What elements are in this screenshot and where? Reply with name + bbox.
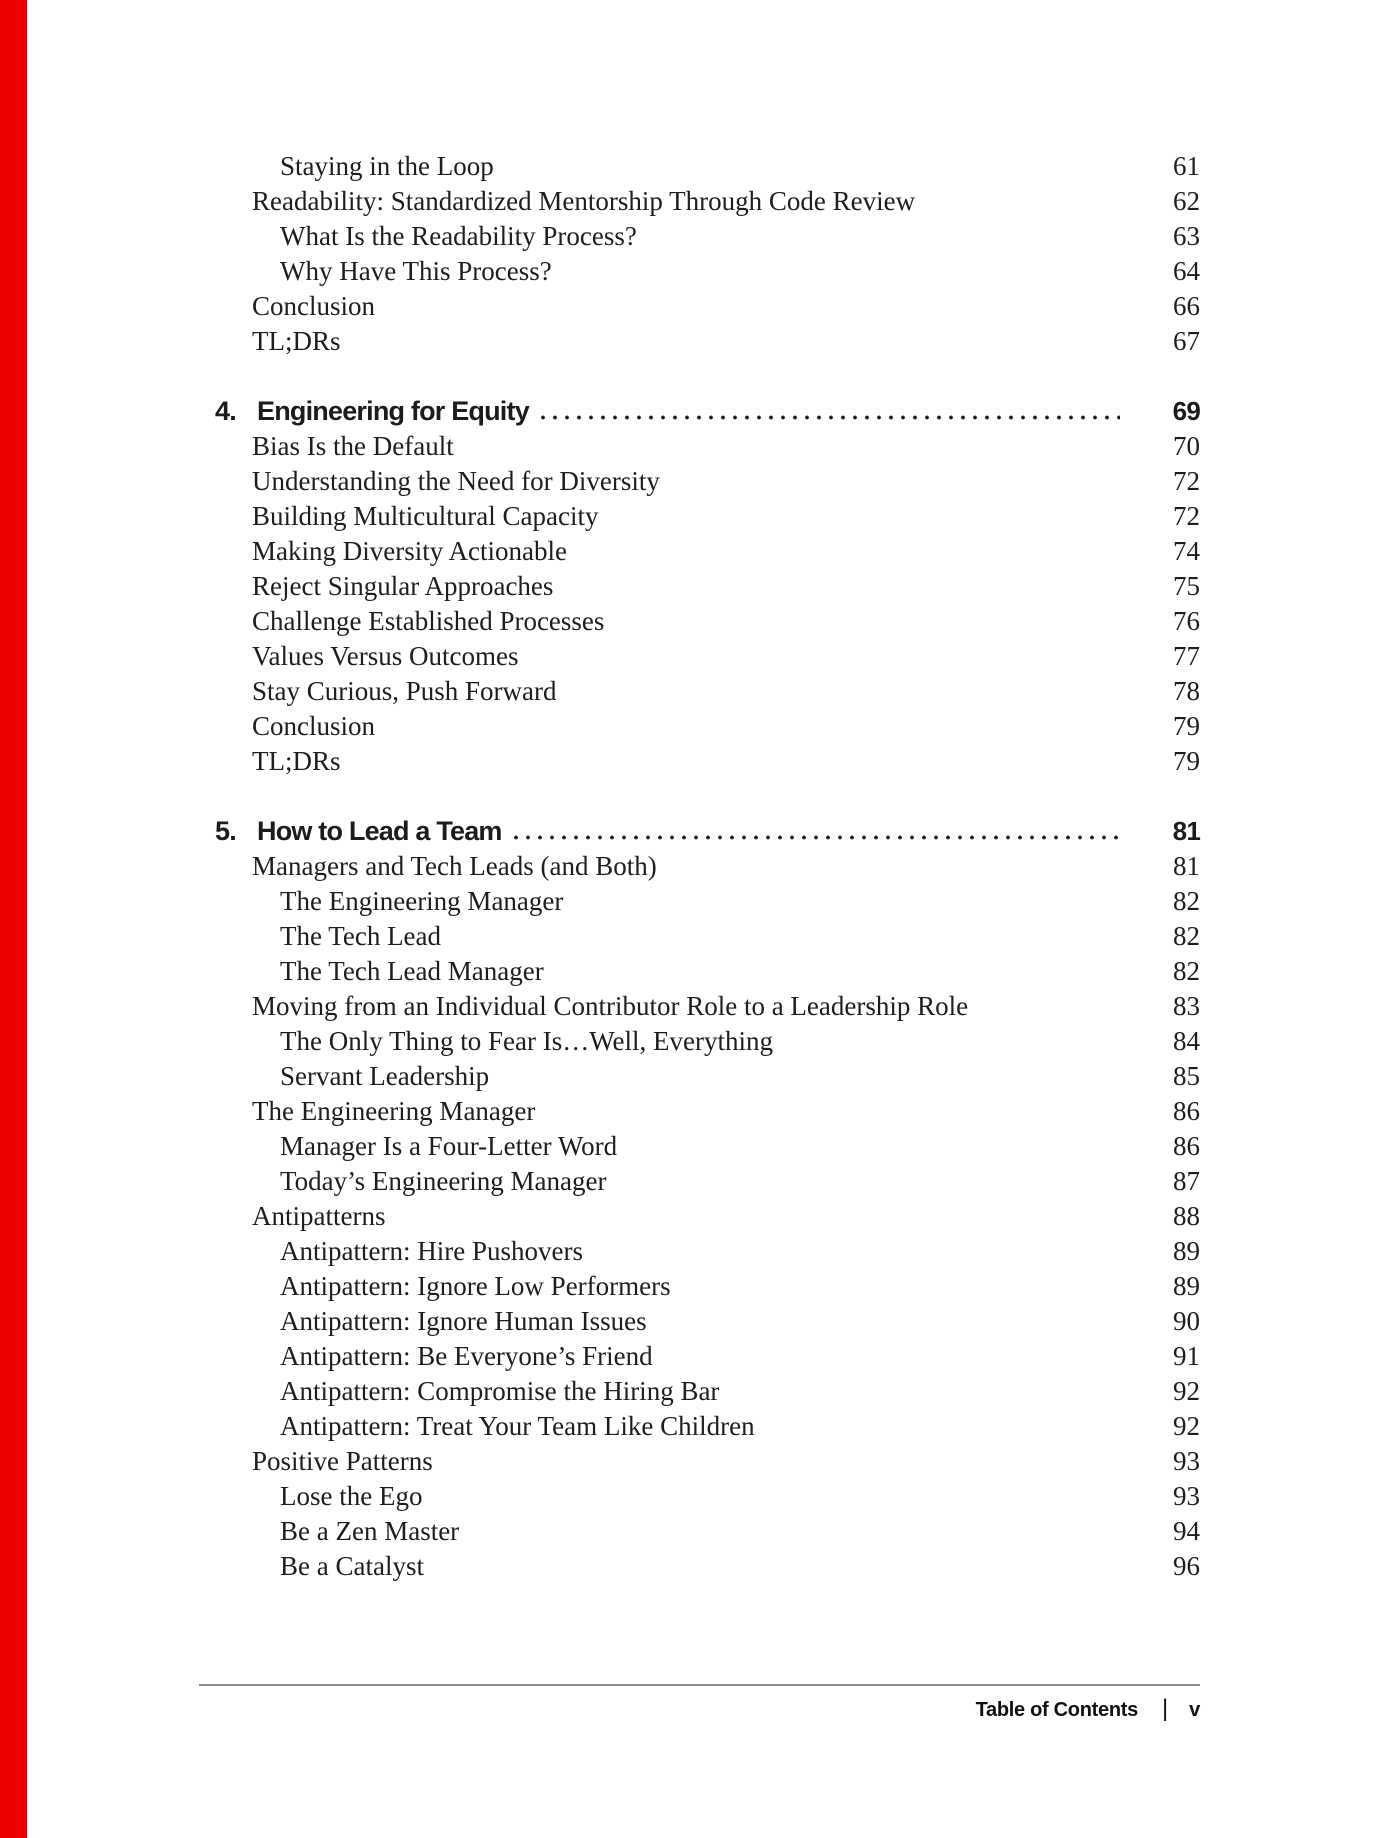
- toc-entry-row[interactable]: [0, 674, 1400, 709]
- chapter-number: 4.: [215, 396, 236, 426]
- toc-entry-title: Antipattern: Ignore Human Issues: [280, 1306, 647, 1336]
- toc-entry-title: Building Multicultural Capacity: [252, 501, 599, 531]
- footer: [0, 1694, 1200, 1726]
- toc-entry-title: Antipattern: Compromise the Hiring Bar: [280, 1376, 720, 1406]
- toc-entry-page: 77: [1173, 641, 1200, 671]
- toc-entry-page: 82: [1173, 886, 1200, 916]
- toc-entry-row[interactable]: [0, 604, 1400, 639]
- toc-entry-title: Antipattern: Hire Pushovers: [280, 1236, 583, 1266]
- toc-entry-title: Moving from an Individual Contributor Role to a Leadership Role: [252, 991, 969, 1021]
- toc-entry-page: 66: [1173, 291, 1200, 321]
- toc-entry-page: 94: [1173, 1516, 1200, 1546]
- toc-entry-page: 63: [1173, 221, 1200, 251]
- section-gap: [0, 359, 1400, 394]
- toc-entry-title: Antipattern: Ignore Low Performers: [280, 1271, 671, 1301]
- chapter-heading-row[interactable]: [0, 394, 1400, 429]
- toc-entry-row[interactable]: [0, 1164, 1400, 1199]
- toc-entry-row[interactable]: [0, 1444, 1400, 1479]
- section-gap: [0, 779, 1400, 814]
- toc-entry-page: 74: [1173, 536, 1200, 566]
- toc-entry-title: Why Have This Process?: [280, 256, 552, 286]
- toc-entry-row[interactable]: [0, 744, 1400, 779]
- toc-entry-title: Positive Patterns: [252, 1446, 433, 1476]
- toc-entry-row[interactable]: [0, 849, 1400, 884]
- toc-entry-row[interactable]: [0, 1059, 1400, 1094]
- dot-leader: [537, 394, 1120, 429]
- toc-entry-title: Stay Curious, Push Forward: [252, 676, 557, 706]
- toc-entry-row[interactable]: [0, 989, 1400, 1024]
- toc-entry-page: 81: [1173, 851, 1200, 881]
- toc-entry-row[interactable]: [0, 1409, 1400, 1444]
- toc-entry-row[interactable]: [0, 1199, 1400, 1234]
- toc-entry-title: What Is the Readability Process?: [280, 221, 637, 251]
- toc-entry-title: Antipattern: Treat Your Team Like Children: [280, 1411, 755, 1441]
- toc-entry-row[interactable]: [0, 1129, 1400, 1164]
- toc-entry-page: 87: [1173, 1166, 1200, 1196]
- toc-entry-page: 75: [1173, 571, 1200, 601]
- toc-entry-page: 83: [1173, 991, 1200, 1021]
- toc-entry-title: Be a Zen Master: [280, 1516, 460, 1546]
- chapter-page-number: 69: [1172, 396, 1200, 426]
- toc-entry-title: TL;DRs: [252, 746, 341, 776]
- toc-entry-row[interactable]: [0, 884, 1400, 919]
- chapter-heading-row[interactable]: [0, 814, 1400, 849]
- toc-entry-page: 62: [1173, 186, 1200, 216]
- toc-entry-row[interactable]: [0, 254, 1400, 289]
- toc-entry-page: 91: [1173, 1341, 1200, 1371]
- toc-entry-page: 67: [1173, 326, 1200, 356]
- toc-entry-title: Be a Catalyst: [280, 1551, 424, 1581]
- toc-entry-page: 92: [1173, 1376, 1200, 1406]
- toc-entry-title: Manager Is a Four-Letter Word: [280, 1131, 618, 1161]
- toc-entry-row[interactable]: [0, 1549, 1400, 1584]
- toc-entry-page: 72: [1173, 501, 1200, 531]
- toc-entry-row[interactable]: [0, 569, 1400, 604]
- toc-entry-row[interactable]: [0, 709, 1400, 744]
- toc-entry-title: The Tech Lead: [280, 921, 442, 951]
- toc-entry-row[interactable]: [0, 1514, 1400, 1549]
- toc-entry-title: The Only Thing to Fear Is…Well, Everything: [280, 1026, 773, 1056]
- toc-entry-page: 72: [1173, 466, 1200, 496]
- toc-entry-page: 89: [1173, 1271, 1200, 1301]
- toc-entry-row[interactable]: [0, 639, 1400, 674]
- toc-entry-page: 70: [1173, 431, 1200, 461]
- toc-entry-row[interactable]: [0, 429, 1400, 464]
- toc-entry-title: The Engineering Manager: [280, 886, 564, 916]
- toc-entry-page: 76: [1173, 606, 1200, 636]
- toc-entry-row[interactable]: [0, 324, 1400, 359]
- toc-entry-title: Conclusion: [252, 711, 376, 741]
- toc-entry-row[interactable]: [0, 499, 1400, 534]
- toc-entry-page: 86: [1173, 1096, 1200, 1126]
- toc-entry-title: Challenge Established Processes: [252, 606, 605, 636]
- toc-entry-page: 86: [1173, 1131, 1200, 1161]
- toc-entry-page: 93: [1173, 1446, 1200, 1476]
- toc-entry-page: 89: [1173, 1236, 1200, 1266]
- toc-entry-page: 93: [1173, 1481, 1200, 1511]
- chapter-number: 5.: [215, 816, 236, 846]
- toc-entry-row[interactable]: [0, 1479, 1400, 1514]
- toc-entry-page: 79: [1173, 711, 1200, 741]
- toc-entry-row[interactable]: [0, 1234, 1400, 1269]
- toc-entry-page: 82: [1173, 921, 1200, 951]
- toc-entry-title: Lose the Ego: [280, 1481, 423, 1511]
- toc-entry-row[interactable]: [0, 289, 1400, 324]
- chapter-title: How to Lead a Team: [257, 816, 502, 846]
- toc-entry-title: The Engineering Manager: [252, 1096, 536, 1126]
- toc-entry-page: 79: [1173, 746, 1200, 776]
- footer-section-label: Table of Contents: [975, 1698, 1138, 1721]
- toc-entry-page: 82: [1173, 956, 1200, 986]
- toc-entry-row[interactable]: [0, 1094, 1400, 1129]
- toc-entry-page: 78: [1173, 676, 1200, 706]
- toc-entry-title: Readability: Standardized Mentorship Through Code Review: [252, 186, 916, 216]
- toc-entry-row[interactable]: [0, 954, 1400, 989]
- toc-entry-title: Servant Leadership: [280, 1061, 490, 1091]
- toc-entry-page: 92: [1173, 1411, 1200, 1441]
- footer-page-number: v: [1189, 1698, 1200, 1721]
- toc-entry-row[interactable]: [0, 1304, 1400, 1339]
- toc-entry-title: Reject Singular Approaches: [252, 571, 554, 601]
- toc-entry-title: Values Versus Outcomes: [252, 641, 519, 671]
- toc-entry-page: 84: [1173, 1026, 1200, 1056]
- toc-entry-page: 61: [1173, 151, 1200, 181]
- toc-entry-page: 90: [1173, 1306, 1200, 1336]
- toc-entry-page: 64: [1173, 256, 1200, 286]
- toc-entry-title: Bias Is the Default: [252, 431, 454, 461]
- toc-entry-title: Today’s Engineering Manager: [280, 1166, 607, 1196]
- toc-entry-title: Staying in the Loop: [280, 151, 494, 181]
- toc-entry-title: Antipatterns: [252, 1201, 386, 1231]
- chapter-title: Engineering for Equity: [257, 396, 529, 426]
- toc-entry-page: 85: [1173, 1061, 1200, 1091]
- toc-entry-row[interactable]: [0, 1024, 1400, 1059]
- dot-leader: [510, 814, 1120, 849]
- toc-entry-title: Understanding the Need for Diversity: [252, 466, 660, 496]
- toc-entry-page: 96: [1173, 1551, 1200, 1581]
- toc-entry-page: 88: [1173, 1201, 1200, 1231]
- toc-entry-title: Managers and Tech Leads (and Both): [252, 851, 657, 881]
- toc-entry-title: Making Diversity Actionable: [252, 536, 567, 566]
- toc-entry-title: Conclusion: [252, 291, 376, 321]
- toc-entry-row[interactable]: [0, 1374, 1400, 1409]
- toc-entry-row[interactable]: [0, 1269, 1400, 1304]
- toc-entry-title: Antipattern: Be Everyone’s Friend: [280, 1341, 653, 1371]
- toc-entry-title: TL;DRs: [252, 326, 341, 356]
- toc-entry-row[interactable]: [0, 149, 1400, 184]
- toc-entry-row[interactable]: [0, 464, 1400, 499]
- chapter-page-number: 81: [1172, 816, 1200, 846]
- toc-entry-row[interactable]: [0, 1339, 1400, 1374]
- toc-entry-title: The Tech Lead Manager: [280, 956, 544, 986]
- toc-entry-row[interactable]: [0, 534, 1400, 569]
- toc-entry-row[interactable]: [0, 219, 1400, 254]
- toc-entry-row[interactable]: [0, 184, 1400, 219]
- footer-rule: [199, 1684, 1200, 1686]
- toc-entry-row[interactable]: [0, 919, 1400, 954]
- footer-separator: |: [1161, 1695, 1169, 1722]
